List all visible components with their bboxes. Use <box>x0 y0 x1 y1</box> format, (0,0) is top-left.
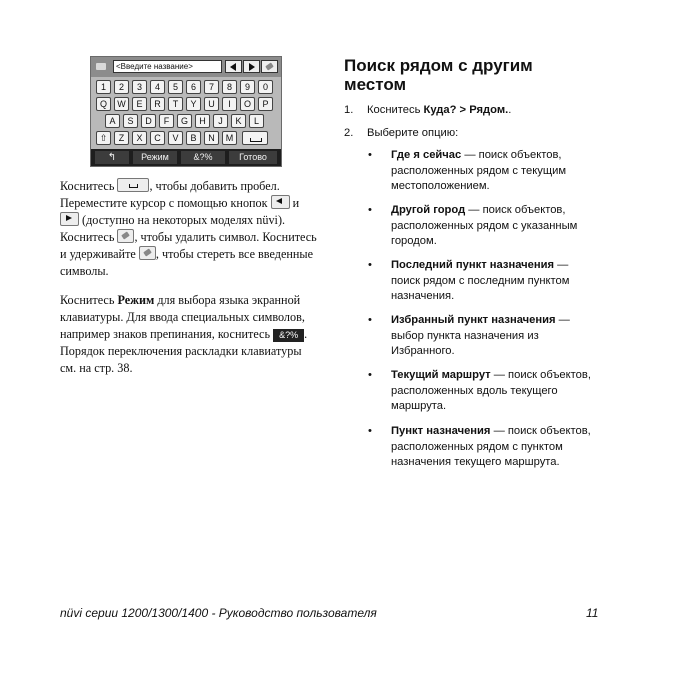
key: Y <box>186 97 201 111</box>
bullet: • <box>368 314 372 326</box>
text: . Порядок переключения раскладки клавиатуры см. на стр. 38. <box>60 327 308 375</box>
left-arrow-icon <box>230 63 236 71</box>
key: U <box>204 97 219 111</box>
key: R <box>150 97 165 111</box>
key: 4 <box>150 80 165 94</box>
mode-instructions <box>60 292 318 377</box>
keyboard-instructions <box>60 178 318 280</box>
cursor-right-button <box>243 60 260 73</box>
step-tail: . <box>508 104 512 116</box>
bullet: • <box>368 259 372 271</box>
key: 0 <box>258 80 273 94</box>
erase-icon <box>265 62 274 70</box>
erase-icon <box>117 229 134 243</box>
text: Коснитесь <box>60 179 115 193</box>
key: Q <box>96 97 111 111</box>
text: для выбора языка экранной клавиатуры. Для ввода специальных символов, например знаков препинания, коснитесь <box>60 293 305 341</box>
key: V <box>168 131 183 145</box>
bullet: • <box>368 425 372 437</box>
section-title <box>344 56 533 94</box>
step-text: Выберите опцию: <box>367 127 459 139</box>
erase-icon <box>139 246 156 260</box>
key: B <box>186 131 201 145</box>
erase-button <box>261 60 278 73</box>
mode-term: Режим <box>117 293 155 307</box>
cursor-left-button <box>225 60 242 73</box>
option-description: — выбор пункта назначения из Избранного. <box>391 314 570 357</box>
option-description: — поиск объектов, расположенных рядом с текущим местоположением. <box>391 149 567 192</box>
text: (доступно на некоторых моделях nüvi). Коснитесь <box>60 213 286 244</box>
option-item <box>368 203 593 250</box>
key: A <box>105 114 120 128</box>
key: 2 <box>114 80 129 94</box>
option-title: Пункт назначения <box>391 425 491 437</box>
name-input: <Введите название> <box>113 60 222 73</box>
text: , чтобы добавить пробел. Переместите курсор с помощью кнопок <box>60 179 280 210</box>
back-button <box>95 151 129 164</box>
shift-key: ⇧ <box>96 131 111 145</box>
title-line-1: Поиск рядом с другим <box>344 56 533 75</box>
key: 3 <box>132 80 147 94</box>
key: I <box>222 97 237 111</box>
option-title: Где я сейчас <box>391 149 462 161</box>
bullet: • <box>368 204 372 216</box>
option-description: — поиск объектов, расположенных вдоль текущего маршрута. <box>391 369 591 412</box>
symbols-key-icon: &?% <box>273 329 304 342</box>
text: , чтобы удалить символ. Коснитесь и удерживайте <box>60 230 317 261</box>
option-item <box>368 313 593 360</box>
key: G <box>177 114 192 128</box>
step-text: Коснитесь <box>367 104 421 116</box>
option-description: — поиск объектов, расположенных рядом с указанным городом. <box>391 204 578 247</box>
key: E <box>132 97 147 111</box>
space-key-icon <box>117 178 149 192</box>
option-title: Другой город <box>391 204 466 216</box>
symbols-button: &?% <box>181 151 225 164</box>
keyboard-top-bar <box>91 57 281 77</box>
bullet: • <box>368 369 372 381</box>
key: 7 <box>204 80 219 94</box>
step-number: 2. <box>344 127 354 139</box>
step-number: 1. <box>344 104 354 116</box>
key: M <box>222 131 237 145</box>
option-description: — поиск рядом с последним пунктом назначения. <box>391 259 570 302</box>
option-title: Текущий маршрут <box>391 369 491 381</box>
page-number: 11 <box>586 606 599 620</box>
key: C <box>150 131 165 145</box>
done-button: Готово <box>229 151 277 164</box>
key: L <box>249 114 264 128</box>
option-item <box>368 424 593 471</box>
key: F <box>159 114 174 128</box>
key: Z <box>114 131 129 145</box>
step-command: Куда? > Рядом. <box>423 104 509 116</box>
key: T <box>168 97 183 111</box>
text: Коснитесь <box>60 293 115 307</box>
right-arrow-icon <box>60 212 79 226</box>
option-title: Избранный пункт назначения <box>391 314 556 326</box>
option-item <box>368 148 593 195</box>
key: 9 <box>240 80 255 94</box>
back-arrow-icon: ↰ <box>107 152 117 163</box>
keyboard-bottom-bar <box>91 149 281 166</box>
key: W <box>114 97 129 111</box>
trash-icon <box>96 63 106 70</box>
title-line-2: местом <box>344 75 407 94</box>
key: 6 <box>186 80 201 94</box>
option-title: Последний пункт назначения <box>391 259 555 271</box>
key: O <box>240 97 255 111</box>
key: X <box>132 131 147 145</box>
footer-title: nüvi серии 1200/1300/1400 - Руководство пользователя <box>60 606 377 620</box>
option-description: — поиск объектов, расположенных рядом с пунктом назначения текущего маршрута. <box>391 425 591 468</box>
key: S <box>123 114 138 128</box>
key: 8 <box>222 80 237 94</box>
left-arrow-icon <box>271 195 290 209</box>
key: P <box>258 97 273 111</box>
key: D <box>141 114 156 128</box>
right-arrow-icon <box>249 63 255 71</box>
key: N <box>204 131 219 145</box>
space-icon <box>250 138 262 142</box>
option-item <box>368 368 593 415</box>
option-item <box>368 258 593 305</box>
keyboard-screenshot <box>90 56 282 167</box>
key: K <box>231 114 246 128</box>
key: J <box>213 114 228 128</box>
bullet: • <box>368 149 372 161</box>
mode-button: Режим <box>133 151 177 164</box>
key: H <box>195 114 210 128</box>
key: 1 <box>96 80 111 94</box>
key: 5 <box>168 80 183 94</box>
text: , чтобы стереть все введенные символы. <box>60 247 313 278</box>
space-key <box>242 131 268 145</box>
text: и <box>292 196 300 210</box>
